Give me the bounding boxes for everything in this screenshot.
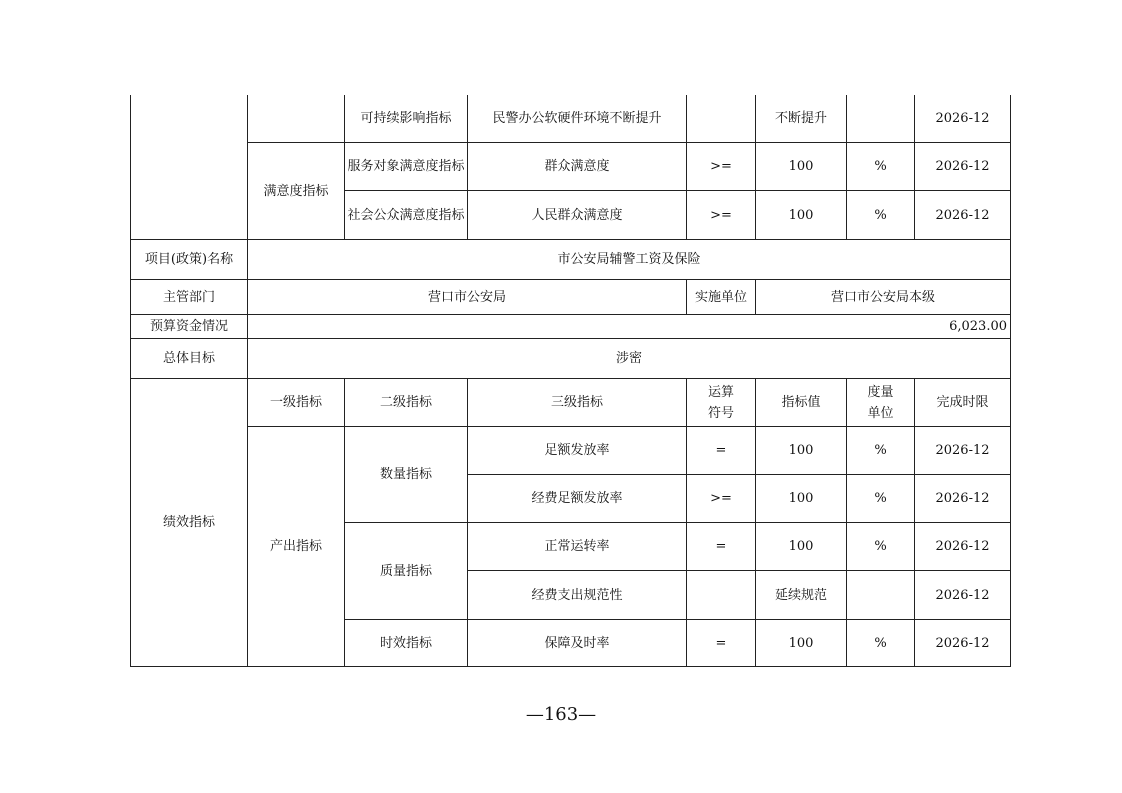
- satisfaction-deadline: 2026-12: [935, 207, 990, 223]
- sustainability-operator: [687, 95, 755, 142]
- satisfaction-operator: >=: [710, 159, 732, 174]
- satisfaction-sub: 社会公众满意度指标: [347, 207, 465, 223]
- unit-cell: %: [874, 635, 887, 651]
- operator-cell: =: [715, 635, 727, 651]
- goal-value: 涉密: [615, 351, 642, 366]
- indicator-cell: 正常运转率: [544, 539, 610, 554]
- output-label: 产出指标: [269, 539, 322, 554]
- value-cell: 100: [788, 443, 814, 458]
- performance-label: 绩效指标: [162, 515, 215, 530]
- header-level2: 二级指标: [379, 395, 432, 410]
- unit-cell: %: [874, 443, 887, 458]
- grid-line: [130, 666, 1011, 667]
- indicator-cell: 经费足额发放率: [531, 491, 623, 506]
- header-value: 指标值: [781, 395, 821, 410]
- unit-cell: [847, 571, 914, 619]
- deadline-cell: 2026-12: [935, 635, 990, 651]
- quality-label: 质量指标: [379, 563, 432, 579]
- indicator-cell: 保障及时率: [544, 635, 610, 651]
- sustainability-value: 不断提升: [774, 111, 827, 126]
- dept-label: 主管部门: [162, 289, 215, 305]
- satisfaction-sub: 服务对象满意度指标: [347, 159, 465, 174]
- unit-cell: %: [874, 539, 887, 554]
- page-number: —163—: [525, 704, 597, 725]
- dept-value: 营口市公安局: [427, 289, 506, 305]
- project-name-label: 项目(政策)名称: [144, 252, 234, 267]
- impl-value: 营口市公安局本级: [830, 289, 935, 305]
- value-cell: 延续规范: [774, 587, 827, 603]
- value-cell: 100: [788, 491, 814, 506]
- operator-cell: =: [715, 443, 727, 458]
- satisfaction-unit: %: [874, 159, 887, 174]
- header-level3: 三级指标: [550, 395, 603, 410]
- sustainability-deadline: 2026-12: [935, 111, 990, 126]
- operator-cell: >=: [710, 491, 732, 506]
- deadline-cell: 2026-12: [935, 443, 990, 458]
- grid-line: [1010, 95, 1011, 667]
- satisfaction-value: 100: [788, 159, 814, 174]
- sustainability-unit: [847, 95, 914, 142]
- satisfaction-value: 100: [788, 207, 814, 223]
- quantity-label: 数量指标: [379, 467, 432, 482]
- sustainability-label: 可持续影响指标: [360, 111, 452, 126]
- satisfaction-label: 满意度指标: [263, 183, 329, 199]
- header-unit: 度量 单位: [867, 384, 894, 421]
- operator-cell: =: [715, 539, 727, 554]
- operator-cell: [687, 571, 755, 619]
- unit-cell: %: [874, 491, 887, 506]
- budget-label: 预算资金情况: [149, 319, 228, 334]
- deadline-cell: 2026-12: [935, 587, 990, 603]
- header-level1: 一级指标: [269, 395, 322, 410]
- satisfaction-operator: >=: [710, 207, 732, 223]
- satisfaction-unit: %: [874, 207, 887, 223]
- goal-label: 总体目标: [162, 351, 215, 366]
- satisfaction-indicator: 人民群众满意度: [531, 207, 623, 223]
- header-operator: 运算 符号: [707, 384, 734, 421]
- indicator-cell: 足额发放率: [544, 443, 610, 458]
- indicator-cell: 经费支出规范性: [531, 587, 623, 603]
- project-name: 市公安局辅警工资及保险: [557, 252, 701, 267]
- deadline-cell: 2026-12: [935, 539, 990, 554]
- budget-value: 6,023.00: [949, 319, 1007, 334]
- value-cell: 100: [788, 539, 814, 554]
- deadline-cell: 2026-12: [935, 491, 990, 506]
- header-deadline: 完成时限: [936, 395, 989, 410]
- value-cell: 100: [788, 635, 814, 651]
- satisfaction-indicator: 群众满意度: [544, 159, 610, 174]
- sustainability-indicator: 民警办公软硬件环境不断提升: [492, 111, 662, 126]
- timeliness-label: 时效指标: [379, 635, 432, 651]
- satisfaction-deadline: 2026-12: [935, 159, 990, 174]
- impl-label: 实施单位: [694, 289, 747, 305]
